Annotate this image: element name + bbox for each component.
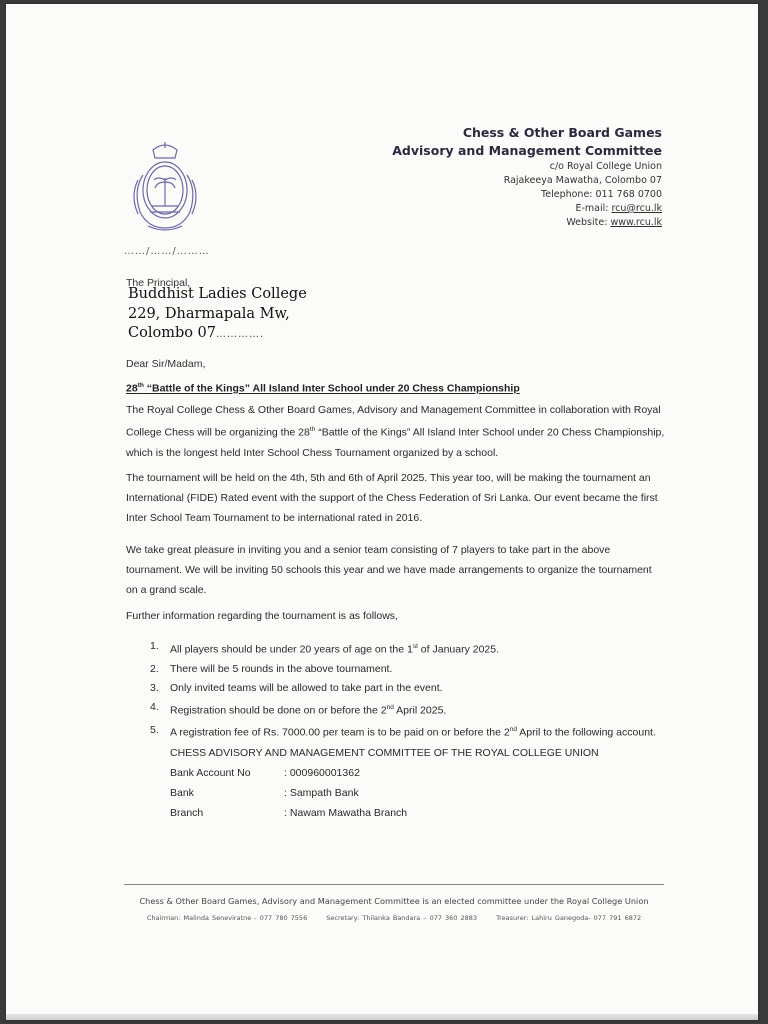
recipient-name: Buddhist Ladies College	[128, 286, 307, 302]
list-sup: nd	[509, 726, 517, 733]
list-text: A registration fee of Rs. 7000.00 per team is to be paid on or before the 2	[170, 726, 510, 739]
footer-officers	[6, 914, 758, 922]
paragraph-1	[126, 400, 666, 463]
list-number: 3.	[150, 681, 159, 694]
account-number-value: : 000960001362	[284, 766, 360, 779]
recipient-street: 229, Dharmapala Mw,	[128, 306, 290, 322]
recipient-dots: ………….	[216, 329, 265, 340]
paragraph-1-text-b: “Battle of the Kings” All Island Inter School under 20 Chess Championship, which is the longest held Inter School Chess Tournament organized by a school.	[126, 426, 665, 459]
letterhead-title: Chess & Other Board Games	[462, 125, 662, 140]
email-label: E-mail:	[575, 203, 612, 214]
letterhead-website-row	[392, 216, 662, 230]
date-placeholder: ……/……/………	[124, 246, 210, 257]
paragraph-1-sup: th	[309, 426, 316, 433]
list-item	[146, 720, 666, 743]
branch-label: Branch	[170, 806, 204, 819]
paragraph-3: We take great pleasure in inviting you and a senior team consisting of 7 players to take part in the above tournament. We will be inviting 50 schools this year and we have made arrangements to organize the tournament on a grand scale.	[126, 544, 652, 596]
email-link[interactable]: rcu@rcu.lk	[611, 203, 662, 214]
branch-value: : Nawam Mawatha Branch	[284, 806, 408, 819]
recipient-city-row	[128, 325, 264, 341]
subject-sup: th	[137, 382, 144, 389]
footer-treasurer: Treasurer: Lahiru Ganegoda- 077 791 6872	[496, 914, 642, 922]
recipient-title: The Principal,	[126, 277, 191, 289]
bank-row	[146, 783, 666, 803]
list-number: 4.	[150, 700, 159, 713]
letterhead-street: Rajakeeya Mawatha, Colombo 07	[503, 175, 662, 186]
footer-chairman: Chairman: Malinda Seneviratne - 077 780 7556	[146, 914, 308, 922]
letterhead-telephone: Telephone: 011 768 0700	[541, 189, 662, 200]
letterhead-email-row	[392, 202, 662, 216]
list-text: There will be 5 rounds in the above tournament.	[170, 662, 393, 675]
list-number: 2.	[150, 662, 159, 675]
info-list	[146, 637, 666, 823]
footer-secretary: Secretary: Thilanka Bandara – 077 360 2883	[326, 914, 478, 922]
website-link[interactable]: www.rcu.lk	[610, 217, 662, 228]
subject-number: 28	[126, 382, 138, 395]
subject-text: “Battle of the Kings” All Island Inter School under 20 Chess Championship	[143, 382, 520, 395]
list-item	[146, 637, 666, 660]
letterhead-committee: Advisory and Management Committee	[392, 143, 662, 158]
paragraph-1-text-a: The Royal College Chess & Other Board Games, Advisory and Management Committee in collaboration with Royal College Chess will be organizing the 28	[126, 404, 661, 439]
list-number: 5.	[150, 724, 159, 736]
list-text: of January 2025.	[417, 643, 500, 656]
paragraph-2: The tournament will be held on the 4th, 5th and 6th of April 2025. This year too, will be making the tournament an International (FIDE) Rated event with the support of the Chess Federation of Sri Lanka. Our event became the first Inter School Team Tournament to be international rated in 2016.	[126, 472, 658, 524]
account-name: CHESS ADVISORY AND MANAGEMENT COMMITTEE OF THE ROYAL COLLEGE UNION	[170, 746, 599, 759]
account-number-row	[146, 763, 666, 783]
letterhead	[392, 124, 662, 230]
recipient-city: Colombo 07	[128, 325, 217, 341]
list-text: Only invited teams will be allowed to take part in the event.	[170, 681, 443, 694]
list-item	[146, 698, 666, 721]
letterhead-care-of: c/o Royal College Union	[549, 161, 662, 172]
list-number: 1.	[150, 640, 159, 652]
footer-statement: Chess & Other Board Games, Advisory and Management Committee is an elected committee under the Royal College Union	[139, 896, 649, 906]
letter-page	[6, 4, 758, 1020]
branch-row	[146, 803, 666, 823]
royal-college-crest-icon	[128, 140, 202, 234]
bank-label: Bank	[170, 786, 194, 799]
footer-divider	[124, 884, 664, 885]
account-number-label: Bank Account No	[170, 766, 251, 779]
list-item	[146, 679, 666, 698]
list-sup: nd	[386, 703, 394, 711]
list-text: April to the following account.	[516, 726, 656, 739]
list-text: Registration should be done on or before the 2	[170, 704, 387, 716]
paragraph-4: Further information regarding the tournament is as follows,	[126, 610, 398, 622]
subject-line	[126, 382, 520, 395]
bank-value: : Sampath Bank	[284, 786, 359, 799]
list-text: All players should be under 20 years of age on the 1	[170, 643, 413, 656]
website-label: Website:	[566, 217, 611, 228]
list-text: April 2025.	[393, 704, 447, 716]
list-sup: st	[412, 643, 418, 650]
list-item	[146, 660, 666, 679]
salutation: Dear Sir/Madam,	[126, 358, 206, 370]
